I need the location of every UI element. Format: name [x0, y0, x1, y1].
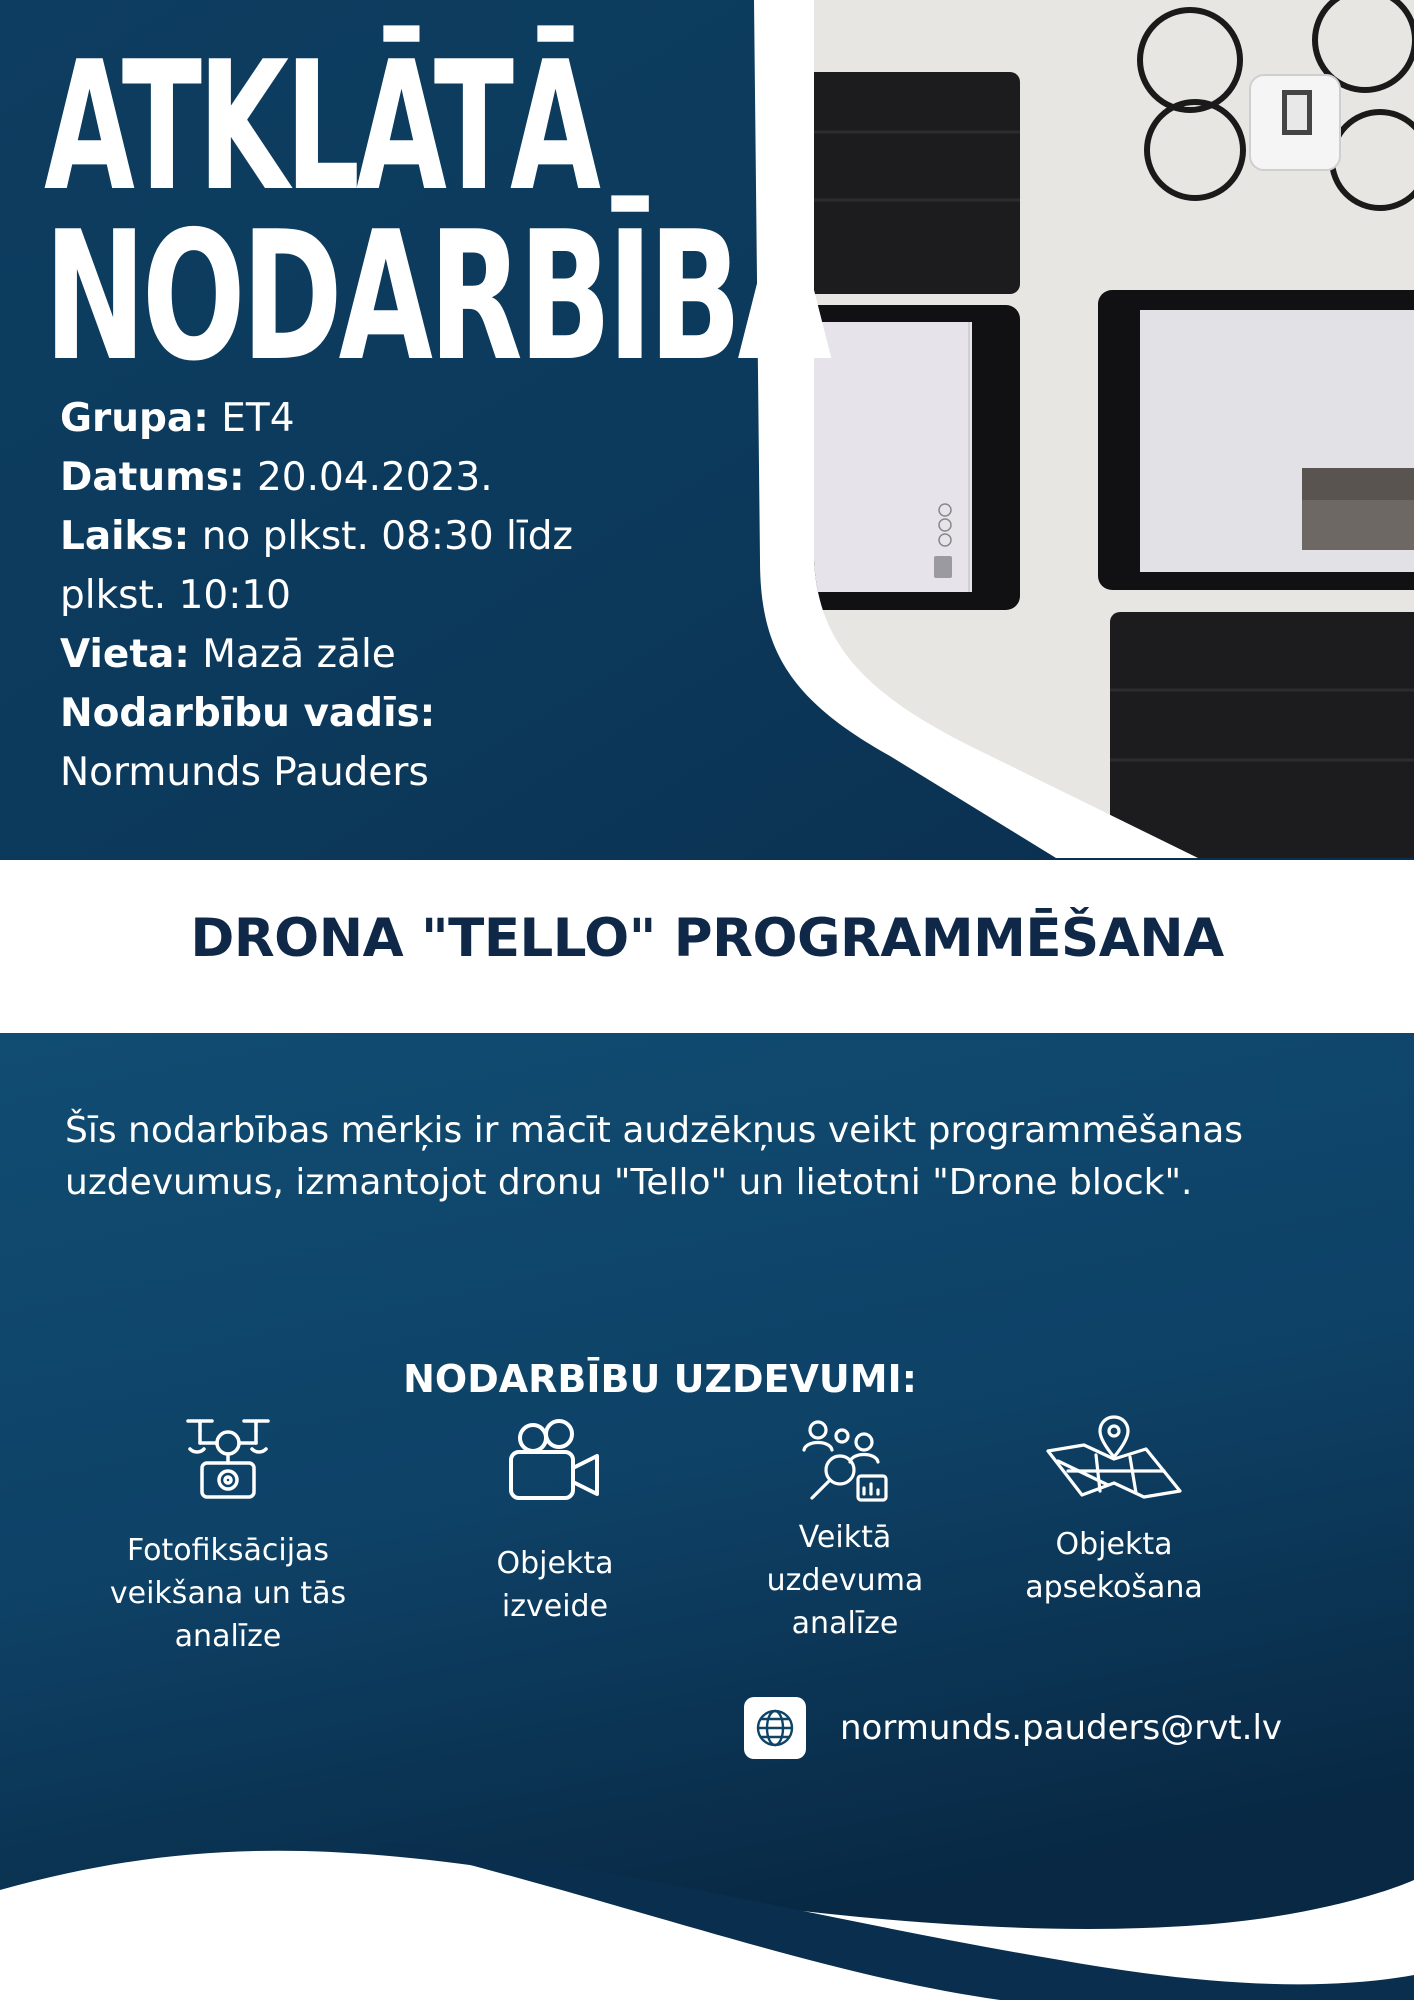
place-value: Mazā zāle: [189, 632, 396, 677]
lead-name: Normunds Pauders: [60, 750, 429, 795]
analysis-icon: [800, 1418, 890, 1506]
group-label: Grupa:: [60, 396, 209, 441]
lead-row: [60, 684, 620, 743]
group-row: [60, 389, 620, 448]
event-info: [60, 389, 620, 802]
video-camera-icon: [507, 1418, 603, 1502]
task-label-line: veikšana un tās: [109, 1576, 347, 1611]
time-value: no plkst. 08:30 līdz plkst. 10:10: [60, 514, 573, 618]
task-label-line: Veiktā: [798, 1520, 892, 1555]
map-pin-icon: [1044, 1415, 1184, 1499]
task-label-line: Objekta: [496, 1546, 614, 1581]
task-item: [78, 1415, 378, 1658]
date-value: 20.04.2023.: [244, 455, 493, 500]
session-description: Šīs nodarbības mērķis ir mācīt audzēkņus veikt programmēšanas uzdevumus, izmantojot dronu "Tello" un lietotni "Drone block".: [65, 1110, 1244, 1203]
task-item: [964, 1415, 1264, 1609]
time-label: Laiks:: [60, 514, 190, 559]
drone-camera-icon: [186, 1415, 270, 1501]
contact-row: [744, 1697, 1282, 1759]
session-subtitle: DRONA "TELLO" PROGRAMMĒŠANA: [190, 908, 1224, 969]
globe-icon: [744, 1697, 806, 1759]
task-label-line: Objekta: [1055, 1527, 1173, 1562]
task-label-line: Fotofiksācijas: [126, 1533, 330, 1568]
task-label-line: apsekošana: [1025, 1570, 1203, 1605]
contact-email[interactable]: normunds.pauders@rvt.lv: [840, 1708, 1283, 1748]
time-row: [60, 507, 620, 625]
place-row: [60, 625, 620, 684]
task-item: [695, 1418, 995, 1645]
lead-label: Nodarbību vadīs:: [60, 691, 436, 736]
place-label: Vieta:: [60, 632, 190, 677]
task-label-line: analīze: [174, 1619, 282, 1654]
group-value: ET4: [208, 396, 295, 441]
task-label-line: analīze: [791, 1606, 899, 1641]
event-title-line2: NODARBĪBA: [44, 193, 828, 400]
date-row: [60, 448, 620, 507]
event-title-line1: ATKLĀTĀ: [44, 23, 597, 230]
task-label-line: uzdevuma: [766, 1563, 924, 1598]
task-label-line: izveide: [501, 1589, 609, 1624]
date-label: Datums:: [60, 455, 245, 500]
task-item: [405, 1418, 705, 1628]
tasks-heading: NODARBĪBU UZDEVUMI:: [403, 1357, 917, 1401]
